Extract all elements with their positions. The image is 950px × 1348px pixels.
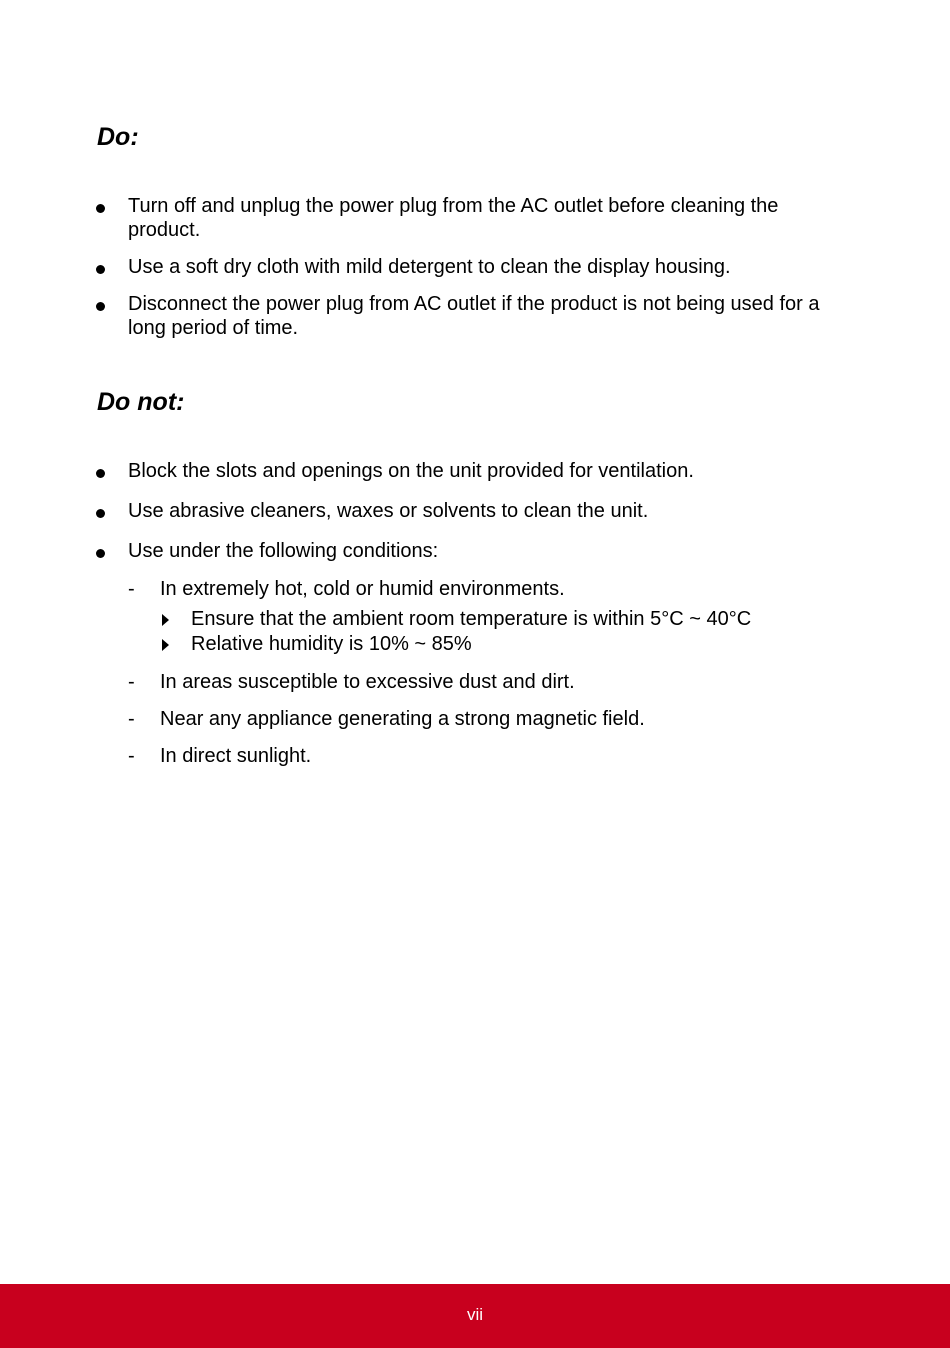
- condition-details-list: [160, 607, 950, 657]
- list-item: [0, 499, 848, 523]
- arrow-right-icon: [162, 639, 169, 651]
- do-heading: Do:: [97, 123, 139, 151]
- condition-detail: [160, 607, 950, 632]
- condition-item: [0, 670, 950, 694]
- condition-item: [0, 744, 950, 768]
- list-item-text: Use under the following conditions:: [128, 540, 439, 562]
- list-item-text: Disconnect the power plug from AC outlet if the product is not being used for a long period of time.: [128, 293, 820, 339]
- list-item: [0, 194, 848, 242]
- condition-text: In areas susceptible to excessive dust and dirt.: [160, 671, 575, 693]
- dash-icon: -: [128, 745, 135, 767]
- dash-icon: -: [128, 671, 135, 693]
- condition-text: In direct sunlight.: [160, 745, 312, 767]
- do-not-list: [0, 459, 950, 579]
- bullet-icon: [96, 302, 105, 311]
- dash-icon: -: [128, 708, 135, 730]
- condition-detail-text: Ensure that the ambient room temperature is within 5°C ~ 40°C: [191, 608, 752, 630]
- condition-item: [0, 577, 950, 657]
- condition-detail-text: Relative humidity is 10% ~ 85%: [191, 633, 472, 655]
- conditions-list: [0, 577, 950, 781]
- list-item: [0, 255, 848, 279]
- bullet-icon: [96, 265, 105, 274]
- bullet-icon: [96, 469, 105, 478]
- do-not-heading: Do not:: [97, 388, 185, 416]
- arrow-right-icon: [162, 614, 169, 626]
- list-item-text: Use a soft dry cloth with mild detergent to clean the display housing.: [128, 256, 731, 278]
- bullet-icon: [96, 549, 105, 558]
- bullet-icon: [96, 509, 105, 518]
- condition-text: Near any appliance generating a strong magnetic field.: [160, 708, 645, 730]
- condition-item: [0, 707, 950, 731]
- dash-icon: -: [128, 578, 135, 600]
- list-item: [0, 539, 848, 563]
- list-item-text: Turn off and unplug the power plug from the AC outlet before cleaning the product.: [128, 195, 779, 241]
- do-list: [0, 194, 950, 353]
- condition-text: In extremely hot, cold or humid environments.: [160, 578, 565, 600]
- page-number: vii: [466, 1305, 484, 1324]
- list-item-text: Use abrasive cleaners, waxes or solvents to clean the unit.: [128, 500, 649, 522]
- bullet-icon: [96, 204, 105, 213]
- page-footer: [0, 1284, 950, 1348]
- condition-detail: [160, 632, 950, 657]
- list-item-text: Block the slots and openings on the unit provided for ventilation.: [128, 460, 694, 482]
- list-item: [0, 292, 848, 340]
- list-item: [0, 459, 848, 483]
